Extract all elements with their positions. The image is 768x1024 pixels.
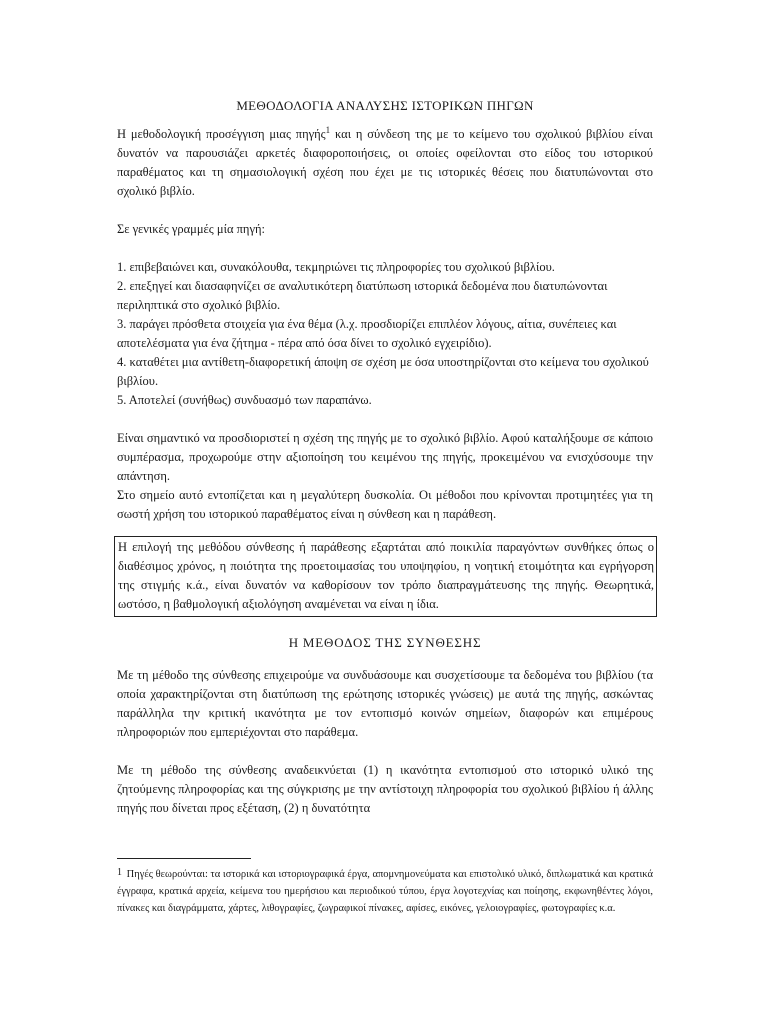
boxed-note: Η επιλογή της μεθόδου σύνθεσης ή παράθεσης εξαρτάται από ποικιλία παραγόντων συνθήκες όπως ο διαθέσιμος χρόνος, η ποιότητα της προετοιμασίας του υποψηφίου, η νοητική ετοιμότητα και εγρήγορση της στιγμής κ.ά., είναι δυνατόν να καθορίσουν τον τρόπο διαπραγμάτευσης της πηγής. Θεωρητικά, ωστόσο, η βαθμολογική αξιολόγηση αναμένεται να είναι η ίδια. bbox=[114, 536, 657, 617]
list-item: 4. καταθέτει μια αντίθετη-διαφορετική άποψη σε σχέση με όσα υποστηρίζονται στο κείμενα του σχολικού βιβλίου. bbox=[117, 355, 649, 388]
footnote-text: Πηγές θεωρούνται: τα ιστορικά και ιστοριογραφικά έργα, απομνημονεύματα και επιστολικό υλικό, διπλωματικά και κρατικά έγγραφα, κρατικά αρχεία, κείμενα του ημερήσιου και περιοδικού τύπου, έργα λογοτεχνίας και ποίησης, εκφωνηθέντες λόγοι, πίνακες και διαγράμματα, χάρτες, λιθογραφίες, ζωγραφικοί πίνακες, αφίσες, εικόνες, γελοιογραφίες, φωτογραφίες κ.α. bbox=[117, 869, 653, 914]
intro-paragraph bbox=[117, 125, 653, 201]
synthesis-paragraph-2: Με τη μέθοδο της σύνθεσης αναδεικνύεται (1) η ικανότητα εντοπισμού στο ιστορικό υλικό της ζητούμενης πληροφορίας και της σύγκρισης με την αντίστοιχη πληροφορία του σχολικού βιβλίου ή άλλης πηγής που δίνεται προς εξέταση, (2) η δυνατότητα bbox=[117, 763, 653, 815]
list-item: 5. Αποτελεί (συνήθως) συνδυασμό των παραπάνω. bbox=[117, 393, 372, 407]
intro-text-start: Η μεθοδολογική προσέγγιση μιας πηγής bbox=[117, 127, 326, 141]
synthesis-paragraph-1: Με τη μέθοδο της σύνθεσης επιχειρούμε να συνδυάσουμε και συσχετίσουμε τα δεδομένα του βιβλίου (τα οποία χαρακτηρίζονται στη διατύπωση της ερώτησης ιστορικές γνώσεις) με αυτά της πηγής, ασκώντας παράλληλα την κριτική ικανότητα με τον εντοπισμό κοινών σημείων, διαφορών και επιμέρους πληροφοριών που εμπεριέχονται στο παράθεμα. bbox=[117, 668, 653, 739]
list-item: 1. επιβεβαιώνει και, συνακόλουθα, τεκμηριώνει τις πληροφορίες του σχολικού βιβλίου. bbox=[117, 260, 555, 274]
document-body bbox=[117, 96, 653, 818]
document-title: ΜΕΘΟΔΟΛΟΓΙΑ ΑΝΑΛΥΣΗΣ ΙΣΤΟΡΙΚΩΝ ΠΗΓΩΝ bbox=[236, 98, 534, 113]
footnote bbox=[117, 864, 653, 917]
function-list bbox=[117, 258, 653, 410]
lead-line: Σε γενικές γραμμές μία πηγή: bbox=[117, 222, 266, 236]
footnote-divider bbox=[117, 858, 251, 859]
relation-paragraph: Είναι σημαντικό να προσδιοριστεί η σχέση της πηγής με το σχολικό βιβλίο. Αφού καταλήξουμε σε κάποιο συμπέρασμα, προχωρούμε στην αξιοποίηση του κειμένου της πηγής, προκειμένου να ενισχύσουμε την απάντηση. bbox=[117, 431, 653, 483]
footnote-mark: 1 bbox=[117, 867, 122, 878]
list-item: 2. επεξηγεί και διασαφηνίζει σε αναλυτικότερη διατύπωση ιστορικά δεδομένα που διατυπώνονται περιληπτικά στο σχολικό βιβλίο. bbox=[117, 279, 608, 312]
list-item: 3. παράγει πρόσθετα στοιχεία για ένα θέμα (λ.χ. προσδιορίζει επιπλέον λόγους, αίτια, συνέπειες και αποτελέσματα για ένα ζήτημα - πέρα από όσα δίνει το σχολικό εγχειρίδιο). bbox=[117, 317, 617, 350]
intro-text-end: και η σύνδεση της με το κείμενο του σχολικού βιβλίου είναι δυνατόν να παρουσιάζει αρκετές διαφοροποιήσεις, οι οποίες οφείλονται στο είδος του ιστορικού παραθέματος και τη σημασιολογική σχέση που έχει με τις ιστορικές θέσεις που διατυπώνονται στο σχολικό βιβλίο. bbox=[117, 127, 653, 198]
difficulty-paragraph: Στο σημείο αυτό εντοπίζεται και η μεγαλύτερη δυσκολία. Οι μέθοδοι που κρίνονται προτιμητέες για τη σωστή χρήση του ιστορικού παραθέματος είναι η σύνθεση και η παράθεση. bbox=[117, 488, 653, 521]
footnote-reference: 1 bbox=[325, 124, 331, 135]
section-title: Η ΜΕΘΟΔΟΣ ΤΗΣ ΣΥΝΘΕΣΗΣ bbox=[288, 635, 482, 650]
